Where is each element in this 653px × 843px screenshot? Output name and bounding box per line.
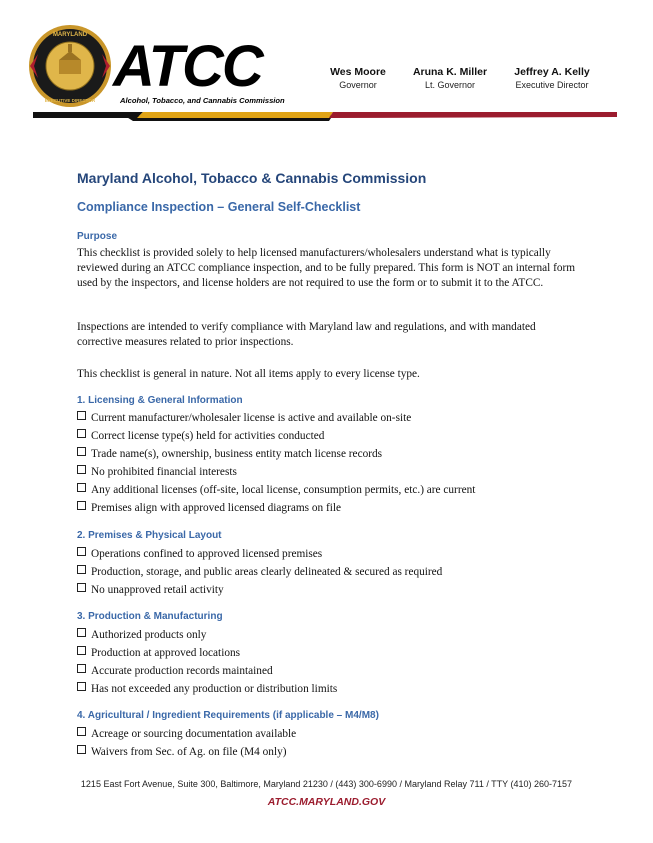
header-color-rule [33, 112, 617, 122]
atcc-seal-logo [28, 24, 112, 108]
footer-website-link[interactable]: ATCC.MARYLAND.GOV [267, 796, 386, 808]
checklist-item[interactable] [77, 644, 337, 662]
checklist-item-label: Acreage or sourcing documentation available [91, 728, 297, 740]
checklist-item-label: Correct license type(s) held for activities conducted [91, 430, 325, 442]
checklist-item-label: Production, storage, and public areas clearly delineated & secured as required [91, 566, 443, 578]
official-executive-director [507, 66, 597, 90]
checklist-item-label: Trade name(s), ownership, business entity match license records [91, 448, 383, 460]
section-licensing-list [77, 409, 475, 517]
checklist-item[interactable] [77, 581, 442, 599]
official-title: Lt. Governor [424, 80, 476, 90]
checkbox[interactable] [77, 682, 86, 691]
checkbox[interactable] [77, 501, 86, 510]
checklist-item[interactable] [77, 662, 337, 680]
checkbox[interactable] [77, 447, 86, 456]
checkbox[interactable] [77, 547, 86, 556]
checklist-item[interactable] [77, 680, 337, 698]
checkbox[interactable] [77, 429, 86, 438]
inspection-paragraph: Inspections are intended to verify compliance with Maryland law and regulations, and with mandated corrective measures related to prior inspections. [77, 321, 536, 349]
section-agricultural-list [77, 725, 296, 761]
official-name: Wes Moore [330, 66, 386, 78]
checklist-item-label: Current manufacturer/wholesaler license is active and available on-site [91, 412, 412, 424]
checklist-item[interactable] [77, 499, 475, 517]
section-heading-licensing: 1. Licensing & General Information [77, 395, 243, 406]
section-production-list [77, 626, 337, 698]
checklist-item[interactable] [77, 626, 337, 644]
checklist-item[interactable] [77, 563, 442, 581]
checklist-item[interactable] [77, 545, 442, 563]
checklist-item-label: Premises align with approved licensed diagrams on file [91, 502, 342, 514]
svg-text:MARYLAND: MARYLAND [52, 32, 88, 38]
checklist-item[interactable] [77, 725, 296, 743]
checklist-item[interactable] [77, 445, 475, 463]
official-title: Executive Director [515, 80, 589, 90]
checkbox[interactable] [77, 565, 86, 574]
checkbox[interactable] [77, 411, 86, 420]
atcc-logo-wordmark: ATCC [113, 34, 262, 99]
checklist-item[interactable] [77, 427, 475, 445]
checkbox[interactable] [77, 583, 86, 592]
checklist-item-label: Accurate production records maintained [91, 665, 273, 677]
official-lt-governor [411, 66, 489, 90]
checklist-item[interactable] [77, 409, 475, 427]
checkbox[interactable] [77, 465, 86, 474]
checkbox[interactable] [77, 727, 86, 736]
purpose-heading: Purpose [77, 231, 118, 242]
checklist-item-label: No prohibited financial interests [91, 466, 237, 478]
footer-address: 1215 East Fort Avenue, Suite 300, Baltimore, Maryland 21230 / (443) 300-6990 / Maryland Relay 711 / TTY (410) 260-7157 [80, 779, 573, 789]
official-title: Governor [339, 80, 377, 90]
checklist-item-label: Operations confined to approved licensed premises [91, 548, 323, 560]
official-governor [322, 66, 394, 90]
document-title: Maryland Alcohol, Tobacco & Cannabis Commission [77, 170, 427, 186]
official-name: Jeffrey A. Kelly [514, 66, 590, 78]
checklist-item-label: Waivers from Sec. of Ag. on file (M4 only) [91, 746, 287, 758]
checkbox[interactable] [77, 483, 86, 492]
document-subtitle: Compliance Inspection – General Self-Checklist [77, 200, 361, 214]
general-note-paragraph: This checklist is general in nature. Not all items apply to every license type. [77, 368, 420, 380]
section-premises-list [77, 545, 442, 599]
checkbox[interactable] [77, 646, 86, 655]
svg-text:EXECUTIVE DIRECTOR: EXECUTIVE DIRECTOR [44, 98, 96, 103]
checklist-item[interactable] [77, 481, 475, 499]
atcc-logo-subtitle: Alcohol, Tobacco, and Cannabis Commission [120, 96, 285, 105]
checklist-item-label: Production at approved locations [91, 647, 241, 659]
checkbox[interactable] [77, 664, 86, 673]
purpose-paragraph: This checklist is provided solely to help licensed manufacturers/wholesalers understand what is typically reviewed during an ATCC compliance inspection, and to be fully prepared. This form is NOT an internal form used by the inspectors, and license holders are not required to use the form or to submit it to the ATCC. [77, 247, 576, 290]
checklist-item[interactable] [77, 743, 296, 761]
checklist-item[interactable] [77, 463, 475, 481]
official-name: Aruna K. Miller [412, 66, 488, 78]
checklist-item-label: Any additional licenses (off-site, local license, consumption permits, etc.) are current [91, 484, 476, 496]
section-heading-premises: 2. Premises & Physical Layout [77, 530, 222, 541]
section-heading-production: 3. Production & Manufacturing [77, 611, 223, 622]
checklist-item-label: Authorized products only [91, 629, 207, 641]
checklist-item-label: Has not exceeded any production or distribution limits [91, 683, 338, 695]
section-heading-agricultural: 4. Agricultural / Ingredient Requirements (if applicable – M4/M8) [77, 710, 379, 721]
checklist-item-label: No unapproved retail activity [91, 584, 224, 596]
checkbox[interactable] [77, 745, 86, 754]
checkbox[interactable] [77, 628, 86, 637]
